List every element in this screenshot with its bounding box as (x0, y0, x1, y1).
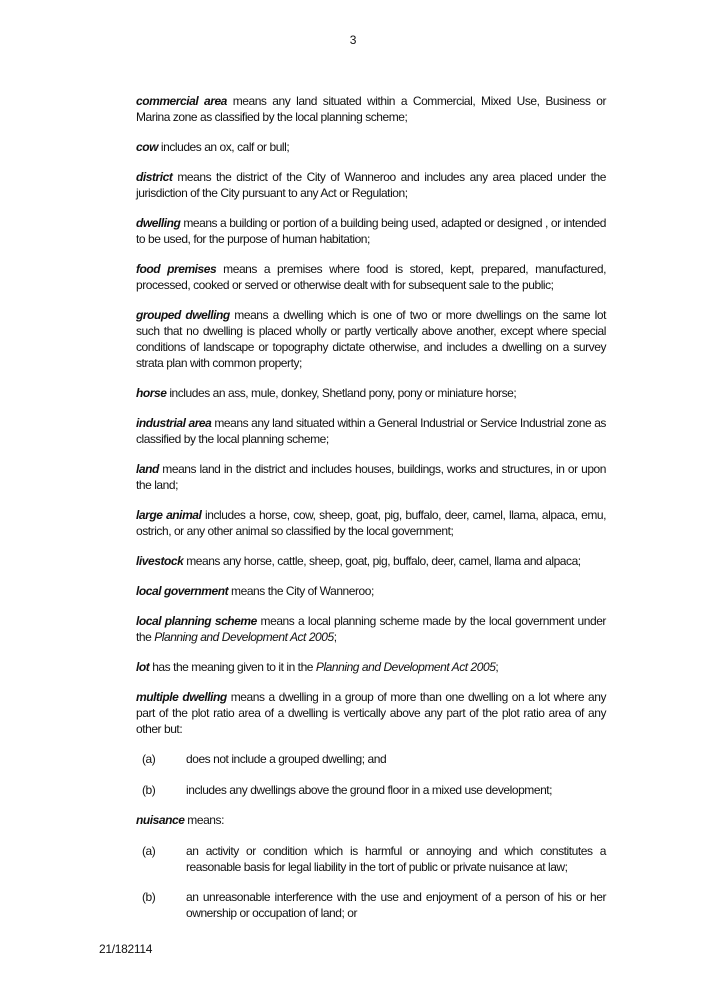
definition-land (136, 461, 606, 493)
list-item-label: (b) (142, 890, 156, 904)
definition-term: nuisance (136, 813, 185, 827)
definition-nuisance (136, 812, 606, 828)
definition-term: local planning scheme (136, 614, 257, 628)
definition-text: means a building or portion of a building being used, adapted or designed , or intended to be used, for the purpose of human habitation; (136, 216, 606, 246)
list-item-label: (a) (142, 844, 156, 858)
definition-text: includes an ass, mule, donkey, Shetland pony, pony or miniature horse; (166, 386, 517, 400)
definition-text: includes an ox, calf or bull; (158, 140, 290, 154)
list-item-text: does not include a grouped dwelling; and (186, 752, 387, 766)
definition-text: means a dwelling which is one of two or more dwellings on the same lot such that no dwelling is placed wholly or partly vertically above another, except where special conditions of landscape or topography dictate otherwise, and includes a dwelling on a survey strata plan with common property; (136, 308, 606, 370)
definition-text: means a premises where food is stored, kept, prepared, manufactured, processed, cooked or served or otherwise dealt with for subsequent sale to the public; (136, 262, 606, 292)
list-item (136, 751, 606, 767)
definition-grouped-dwelling (136, 307, 606, 371)
list-item (136, 889, 606, 921)
definition-text: means the City of Wanneroo; (228, 584, 374, 598)
definition-local-planning-scheme (136, 613, 606, 645)
definition-term: industrial area (136, 416, 212, 430)
definition-text: includes a horse, cow, sheep, goat, pig, buffalo, deer, camel, llama, alpaca, emu, ostrich, or any other animal so classified by the local government; (136, 508, 607, 538)
definition-multiple-dwelling (136, 689, 606, 737)
list-item-text: an unreasonable interference with the use and enjoyment of a person of his or her ownership or occupation of land; or (186, 890, 606, 920)
definition-term: grouped dwelling (136, 308, 230, 322)
definition-term: commercial area (136, 94, 227, 108)
definition-text: means any horse, cattle, sheep, goat, pig, buffalo, deer, camel, llama and alpaca; (183, 554, 581, 568)
definitions-section (136, 93, 606, 921)
definition-tail: ; (495, 660, 499, 674)
definition-term: land (136, 462, 159, 476)
definition-local-government (136, 583, 606, 599)
document-reference: 21/182114 (99, 942, 153, 956)
definition-term: lot (136, 660, 150, 674)
definition-text: means any land situated within a General Industrial or Service Industrial zone as classified by the local planning scheme; (136, 416, 606, 446)
definition-large-animal (136, 507, 606, 539)
definition-tail: ; (333, 630, 337, 644)
list-item-text: an activity or condition which is harmful or annoying and which constitutes a reasonable basis for legal liability in the tort of public or private nuisance at law; (186, 844, 606, 874)
definition-text: means a local planning scheme made by the local government under the (136, 614, 606, 644)
definition-term: district (136, 170, 173, 184)
definition-term: food premises (136, 262, 217, 276)
definition-district (136, 169, 606, 201)
definition-term: local government (136, 584, 229, 598)
list-item-label: (b) (142, 783, 156, 797)
definition-term: multiple dwelling (136, 690, 227, 704)
act-title: Planning and Development Act 2005 (315, 660, 496, 674)
definition-term: cow (136, 140, 158, 154)
definition-livestock (136, 553, 606, 569)
list-item-label: (a) (142, 752, 156, 766)
act-title: Planning and Development Act 2005 (154, 630, 334, 644)
definition-industrial-area (136, 415, 606, 447)
definition-horse (136, 385, 606, 401)
definition-dwelling (136, 215, 606, 247)
definition-text: has the meaning given to it in the (149, 660, 316, 674)
list-item (136, 782, 606, 798)
list-item-text: includes any dwellings above the ground floor in a mixed use development; (186, 783, 553, 797)
definition-term: livestock (136, 554, 184, 568)
definition-cow (136, 139, 606, 155)
definition-text: means land in the district and includes houses, buildings, works and structures, in or upon the land; (136, 462, 606, 492)
definition-food-premises (136, 261, 606, 293)
definition-term: dwelling (136, 216, 181, 230)
definition-term: large animal (136, 508, 202, 522)
definition-lot (136, 659, 606, 675)
definition-term: horse (136, 386, 167, 400)
definition-text: means a dwelling in a group of more than one dwelling on a lot where any part of the plot ratio area of a dwelling is vertically above any part of the plot ratio area of any other but: (136, 690, 607, 736)
definition-text: means: (184, 813, 224, 827)
list-item (136, 843, 606, 875)
definition-text: means the district of the City of Wanneroo and includes any area placed under the jurisdiction of the City pursuant to any Act or Regulation; (136, 170, 606, 200)
definition-commercial-area (136, 93, 606, 125)
definition-text: means any land situated within a Commercial, Mixed Use, Business or Marina zone as classified by the local planning scheme; (136, 94, 606, 124)
page-number: 3 (349, 33, 357, 47)
